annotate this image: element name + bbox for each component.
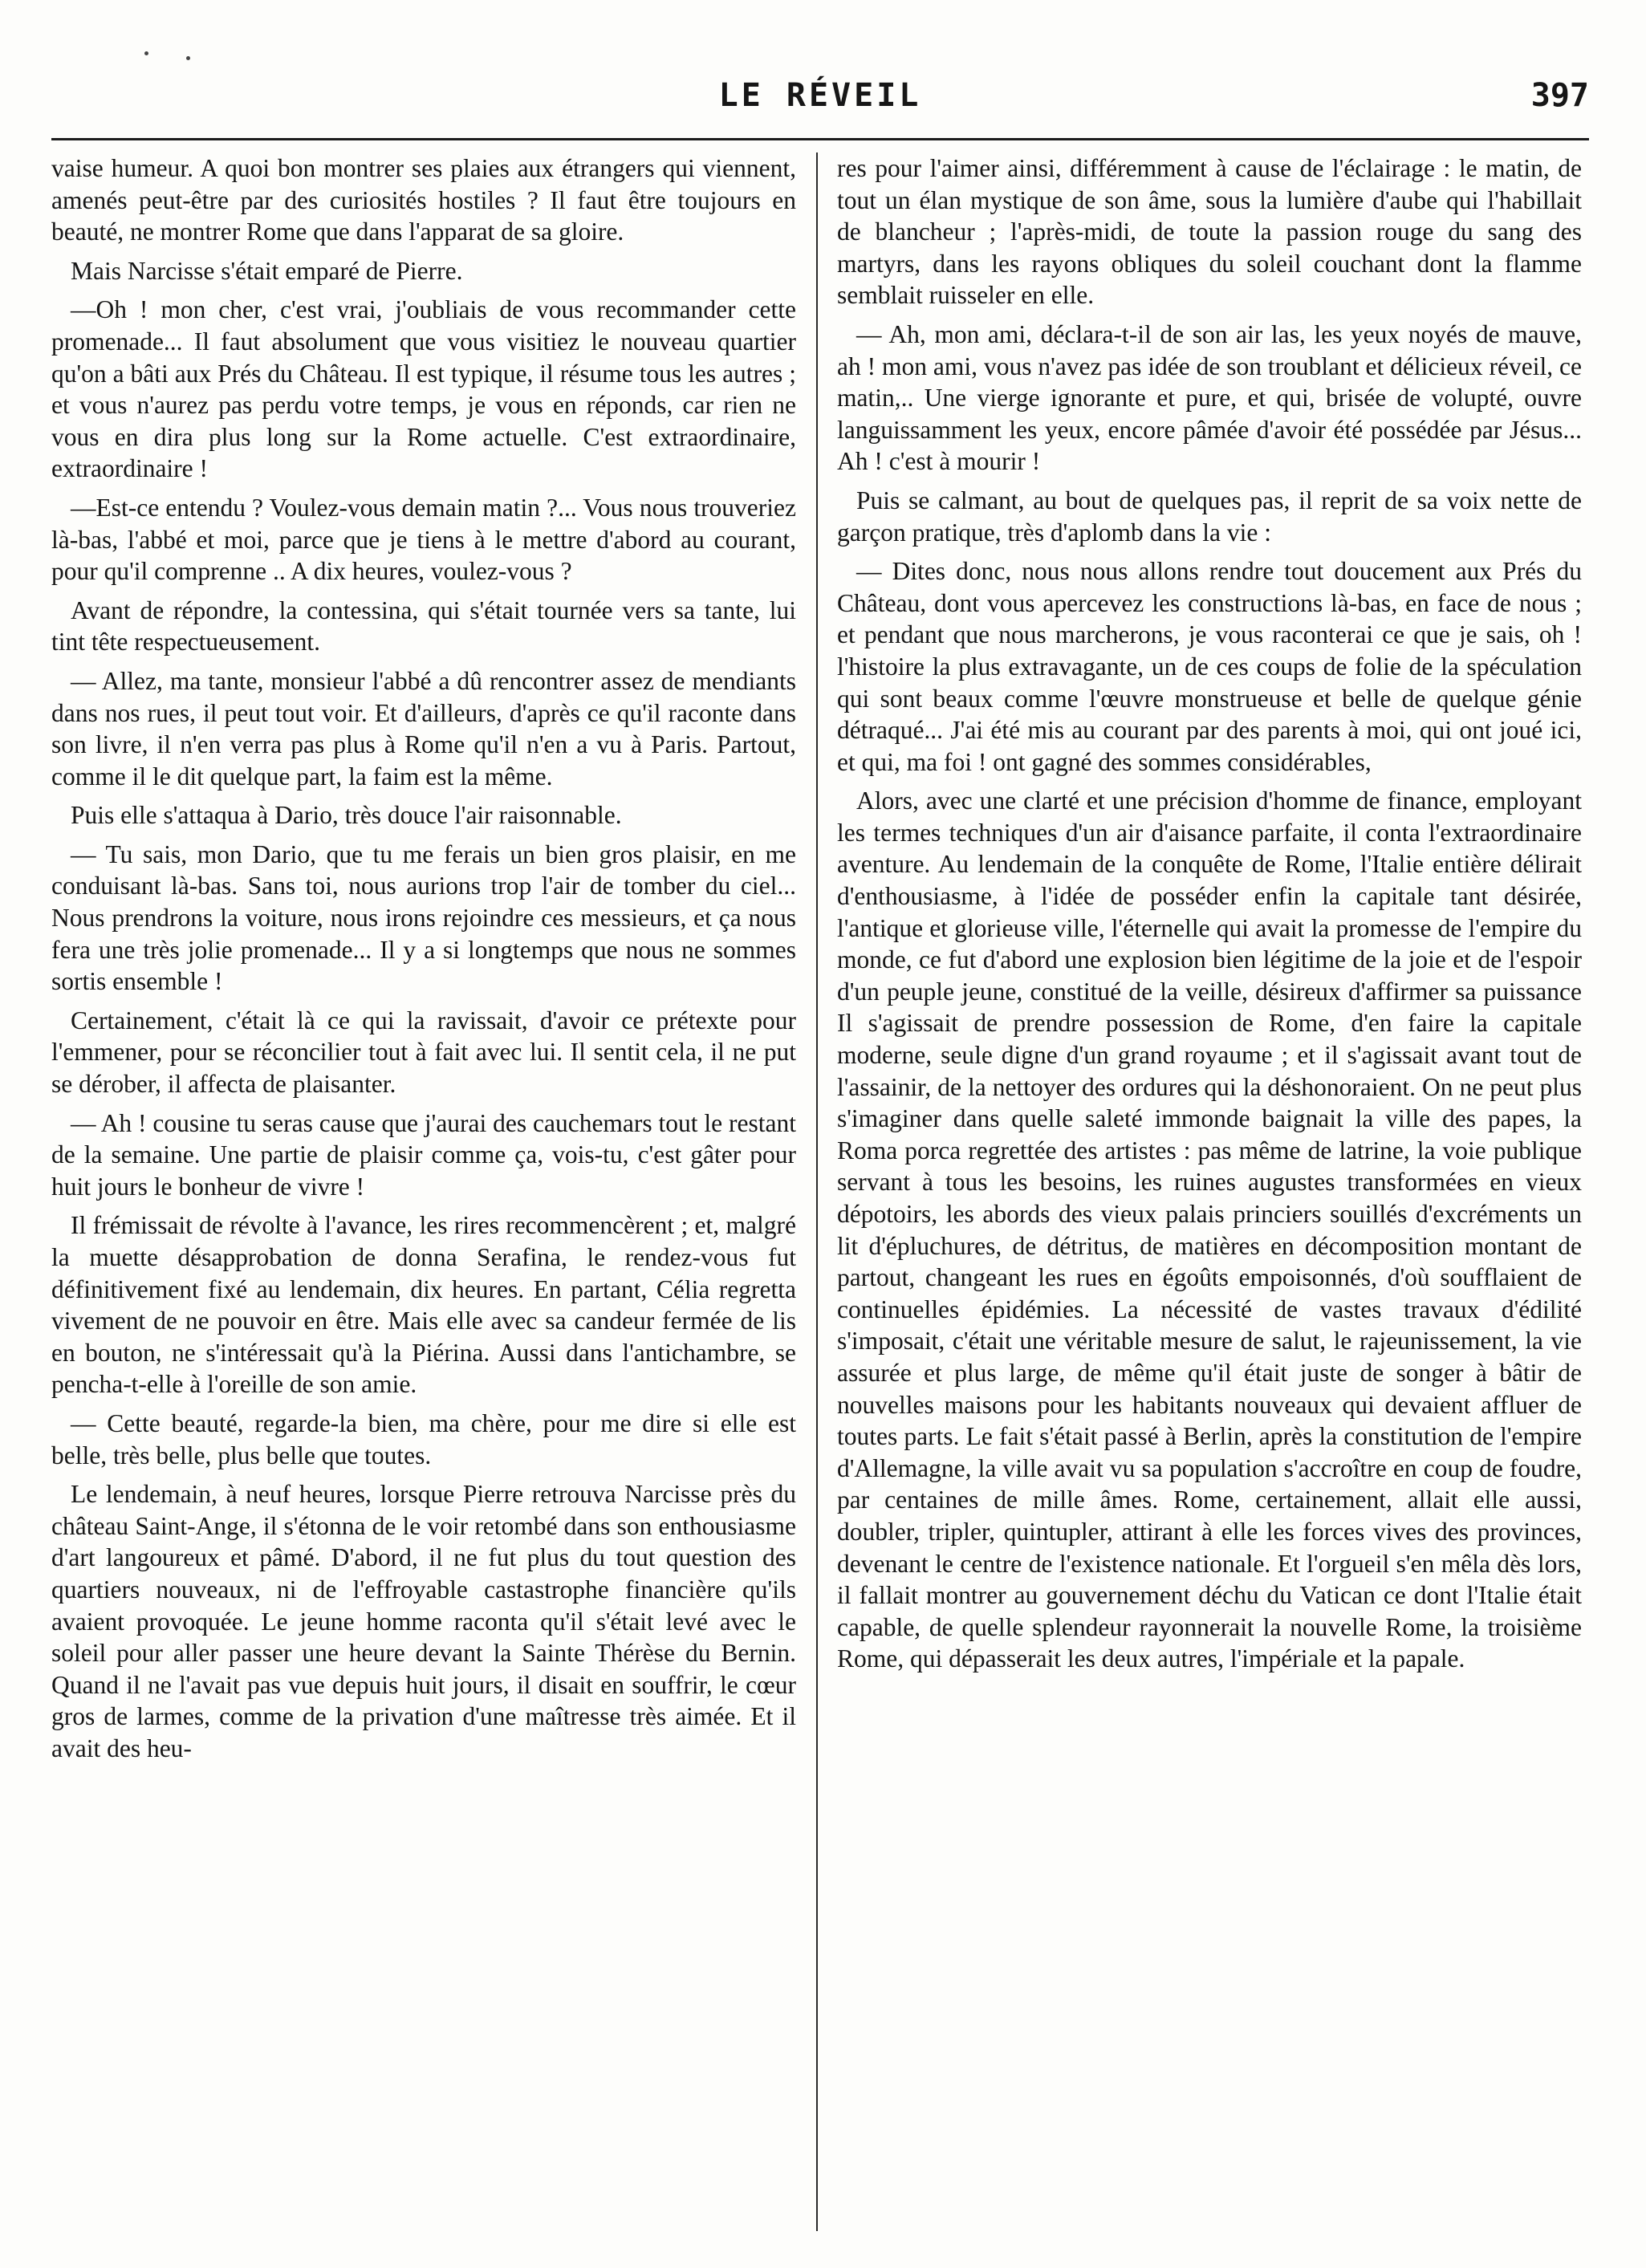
paragraph: — Allez, ma tante, monsieur l'abbé a dû rencontrer assez de mendiants dans nos rues, il peut tout voir. Et d'ailleurs, d'après ce qu'il raconte dans son livre, il n'en verra pas plus à Rome qu'il n'en a vu à Paris. Partout, comme il le dit quelque part, la faim est la même.	[51, 666, 796, 791]
paragraph: —Est-ce entendu ? Voulez-vous demain matin ?... Vous nous trouveriez là-bas, l'abbé et moi, parce que je tiens à le mettre d'abord au courant, pour qu'il comprenne .. A dix heures, voulez-vous ?	[51, 493, 796, 586]
paragraph: — Cette beauté, regarde-la bien, ma chère, pour me dire si elle est belle, très belle, plus belle que toutes.	[51, 1408, 796, 1469]
header-rule	[51, 138, 1589, 140]
paragraph: Le lendemain, à neuf heures, lorsque Pierre retrouva Narcisse près du château Saint-Ange, il s'étonna de le voir retombé dans son enthousiasme d'art langoureux et pâmé. D'abord, il ne fut plus du tout question des quartiers nouveaux, ni de l'effroyable castastrophe financière qu'ils avaient provoquée. Le jeune homme raconta qu'il s'était levé avec le soleil pour aller passer une heure devant la Sainte Thérèse du Bernin. Quand il ne l'avait pas vue depuis huit jours, il disait en souffrir, le cœur gros de larmes, comme de la privation d'une maîtresse très aimée. Et il avait des heu-	[51, 1480, 796, 1762]
paragraph: res pour l'aimer ainsi, différemment à cause de l'éclairage : le matin, de tout un élan mystique de son âme, sous la lumière d'aube qui l'habillait de blancheur ; l'après-midi, de toute la passion rouge du sang des martyrs, dans les rayons obliques du soleil couchant dont la flamme semblait ruisseler en elle.	[837, 154, 1582, 310]
paragraph: — Dites donc, nous nous allons rendre tout doucement aux Prés du Château, dont vous apercevez les constructions là-bas, en face de nous ; et pendant que nous marcherons, je vous raconterai ce que je sais, oh ! l'histoire la plus extravagante, un de ces coups de folie de la spéculation qui sont beaux comme l'œuvre monstrueuse et belle de quelque génie détraqué... J'ai été mis au courant par des parents à moi, qui ont joué ici, et qui, ma foi ! ont gagné des sommes considérables,	[837, 557, 1582, 776]
running-title: LE RÉVEIL	[718, 77, 922, 114]
right-column	[837, 152, 1582, 2231]
paragraph: — Ah ! cousine tu seras cause que j'aurai des cauchemars tout le restant de la semaine. Une partie de plaisir comme ça, vois-tu, c'est gâter pour huit jours le bonheur de vivre !	[51, 1108, 796, 1201]
paragraph: vaise humeur. A quoi bon montrer ses plaies aux étrangers qui viennent, amenés peut-être par des curiosités hostiles ? Il faut être toujours en beauté, ne montrer Rome que dans l'apparat de sa gloire.	[51, 154, 796, 246]
paragraph: — Tu sais, mon Dario, que tu me ferais un bien gros plaisir, en me conduisant là-bas. Sans toi, nous aurions trop l'air de tomber du ciel... Nous prendrons la voiture, nous irons rejoindre ces messieurs, et ça nous fera une très jolie promenade... Il y a si longtemps que nous ne sommes sortis ensemble !	[51, 839, 796, 996]
paragraph: Alors, avec une clarté et une précision d'homme de finance, employant les termes techniques d'un air d'aisance parfaite, il conta l'extraordinaire aventure. Au lendemain de la conquête de Rome, l'Italie entière délirait d'enthousiasme, à l'idée de posséder enfin la capitale tant désirée, l'antique et glorieuse ville, l'éternelle qui avait la promesse de l'empire du monde, ce fut d'abord une explosion bien légitime de la joie et de l'espoir d'un peuple jeune, constitué de la veille, désireux d'affirmer sa puissance Il s'agissait de prendre possession de Rome, d'en faire la capitale moderne, seule digne d'un grand royaume ; et il s'agissait avant tout de l'assainir, de la nettoyer des ordures qui la déshonoraient. On ne peut plus s'imaginer dans quelle saleté immonde baignait la ville des papes, la Roma porca regrettée des artistes : pas même de latrine, la voie publique servant à tous les besoins, les ruines augustes transformées en vieux dépotoirs, les abords des vieux palais princiers souillés d'excréments un lit d'épluchures, de détritus, de matières en décomposition montant de partout, changeant les rues en égoûts empoisonnés, d'où soufflaient de continuelles épidémies. La nécessité de vastes travaux d'édilité s'imposait, c'était une véritable mesure de salut, le rajeunissement, la vie assurée et plus large, de même qu'il était juste de songer à bâtir de nouvelles maisons pour les habitants nouveaux qui devaient affluer de toutes parts. Le fait s'était passé à Berlin, après la constitution de l'empire d'Allemagne, la ville avait vu sa population s'accroître en coup de foudre, par centaines de mille âmes. Rome, certainement, allait elle aussi, doubler, tripler, quintupler, attirant à elle les forces vives des provinces, devenant le centre de l'existence nationale. Et l'orgueil s'en mêla dès lors, il fallait montrer au gouvernement déchu du Vatican ce dont l'Italie était capable, de quelle splendeur rayonnerait la nouvelle Rome, la troisième Rome, qui dépasserait les deux autres, l'impériale et la papale.	[837, 786, 1582, 1673]
paragraph: Certainement, c'était là ce qui la ravissait, d'avoir ce prétexte pour l'emmener, pour se réconcilier tout à fait avec lui. Il sentit cela, il ne put se dérober, il affecta de plaisanter.	[51, 1006, 796, 1099]
paragraph: Mais Narcisse s'était emparé de Pierre.	[71, 256, 463, 285]
column-divider	[816, 152, 818, 2231]
paragraph: Il frémissait de révolte à l'avance, les rires recommencèrent ; et, malgré la muette désapprobation de donna Serafina, le rendez-vous fut définitivement fixé au lendemain, dix heures. En partant, Célia regretta vivement de ne pouvoir en être. Mais elle avec sa candeur fermée de lis en bouton, ne s'intéressait qu'à la Piérina. Aussi dans l'antichambre, se pencha-t-elle à l'oreille de son amie.	[51, 1211, 796, 1399]
ink-speck	[186, 56, 190, 60]
left-column	[51, 152, 796, 2231]
paragraph: — Ah, mon ami, déclara-t-il de son air las, les yeux noyés de mauve, ah ! mon ami, vous n'avez pas idée de son troublant et délicieux réveil, ce matin,.. Une vierge ignorante et pure, et qui, brisée de volupté, ouvre languissamment les yeux, encore pâmée d'avoir été possédée par Jésus... Ah ! c'est à mourir !	[837, 319, 1582, 476]
paragraph: Avant de répondre, la contessina, qui s'était tournée vers sa tante, lui tint tête respectueusement.	[51, 595, 796, 656]
ink-speck	[144, 51, 148, 55]
paragraph: Puis elle s'attaqua à Dario, très douce l'air raisonnable.	[71, 801, 622, 830]
running-header	[51, 77, 1589, 127]
paragraph: —Oh ! mon cher, c'est vrai, j'oubliais de vous recommander cette promenade... Il faut absolument que vous visitiez le nouveau quartier qu'on a bâti aux Prés du Château. Il est typique, il résume tous les autres ; et vous n'aurez pas perdu votre temps, je vous en réponds, car rien ne vous en dira plus long sur la Rome actuelle. C'est extraordinaire, extraordinaire !	[51, 295, 796, 483]
paragraph: Puis se calmant, au bout de quelques pas, il reprit de sa voix nette de garçon pratique, très d'aplomb dans la vie :	[837, 486, 1582, 547]
page-number: 397	[1530, 77, 1589, 114]
